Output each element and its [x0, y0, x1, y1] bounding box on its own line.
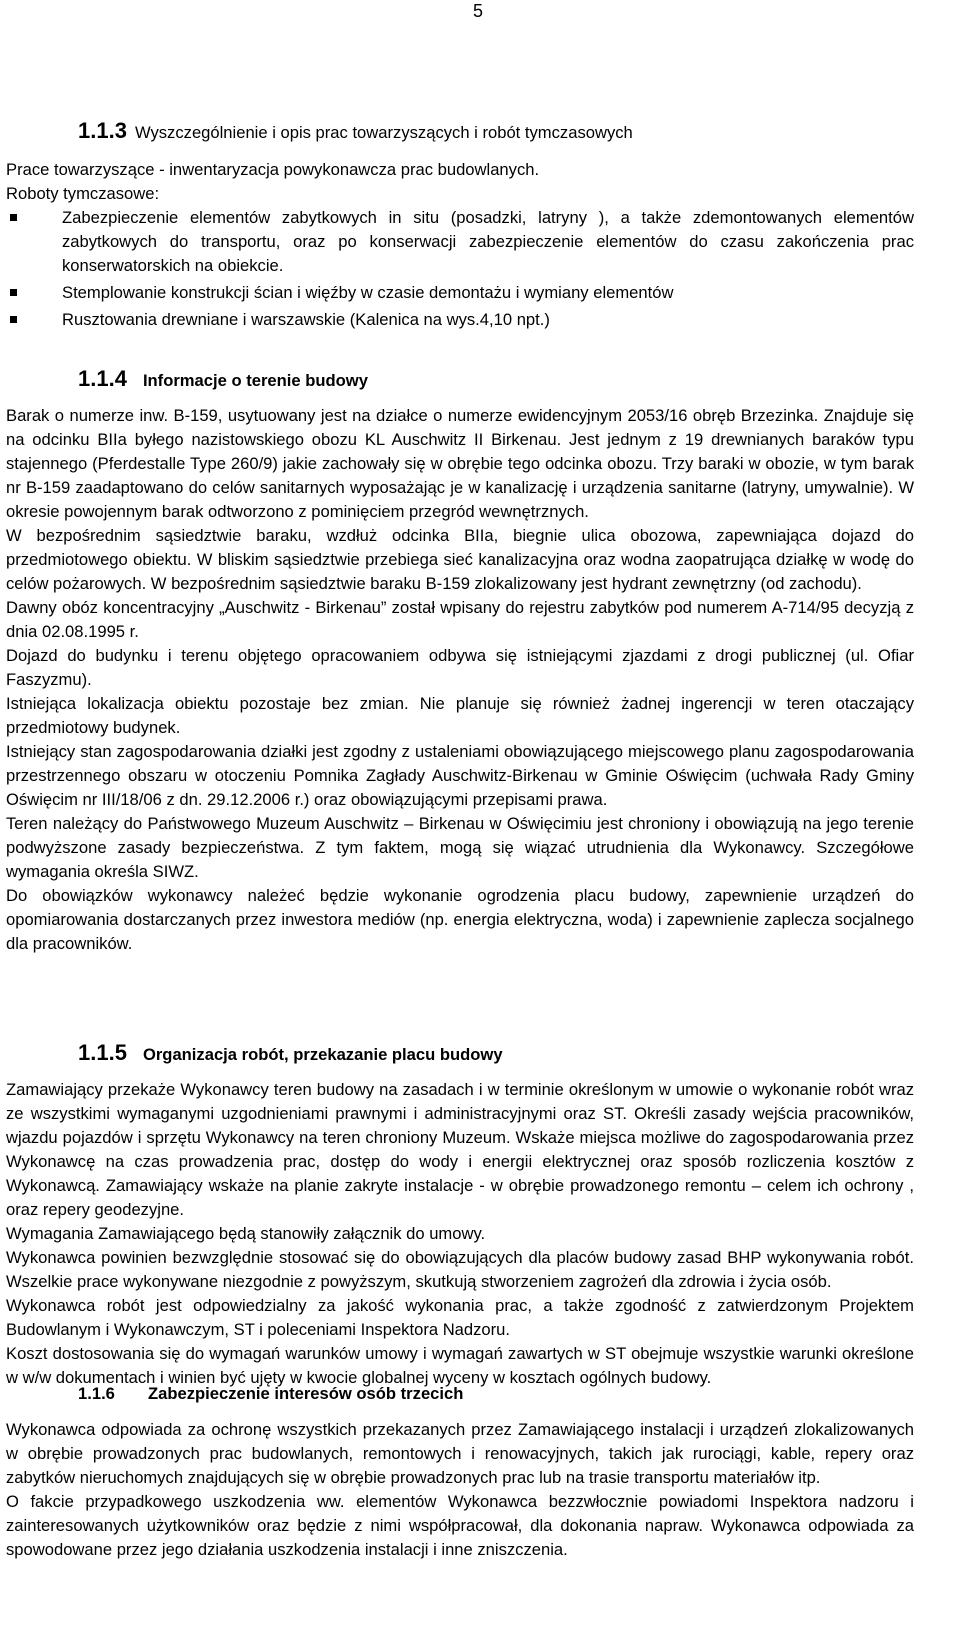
paragraph: Koszt dostosowania się do wymagań warunków umowy i wymagań zawartych w ST obejmuje wszystkie warunki określone w w/w dokumentach i winien być ujęty w kwocie globalnej wyceny w kosztach ogólnych budowy.: [6, 1344, 914, 1387]
heading-title: Organizacja robót, przekazanie placu budowy: [142, 1045, 503, 1064]
section-body-1-1-4: [0, 404, 914, 956]
paragraph: Teren należący do Państwowego Muzeum Auschwitz – Birkenau w Oświęcimiu jest chroniony i obowiązują na jego terenie podwyższone zasady bezpieczeństwa. Z tym faktem, mogą się wiązać utrudnienia dla Wykonawcy. Szczegółowe wymagania określa SIWZ.: [6, 814, 914, 881]
heading-title: Zabezpieczenie interesów osób trzecich: [148, 1384, 464, 1403]
paragraph: Zamawiający przekaże Wykonawcy teren budowy na zasadach i w terminie określonym w umowie o wykonanie robót wraz ze wszystkimi wymaganymi uzgodnieniami prawnymi i administracyjnymi oraz ST. Określi zasady wejścia pracowników, wjazdu pojazdów i sprzętu Wykonawcy na teren chroniony Muzeum. Wskaże miejsca możliwe do zagospodarowania przez Wykonawcę na czas prowadzenia prac, dostęp do wody i energii elektrycznej oraz sposób rozliczenia kosztów z Wykonawcą. Zamawiający wskaże na planie zakryte instalacje - w obrębie prowadzonego remontu – celem ich ochrony , oraz repery geodezyjne.: [6, 1080, 914, 1219]
paragraph: Dawny obóz koncentracyjny „Auschwitz - Birkenau” został wpisany do rejestru zabytków pod numerem A-714/95 decyzją z dnia 02.08.1995 r.: [6, 598, 914, 641]
paragraph: Wykonawca powinien bezwzględnie stosować się do obowiązujących dla placów budowy zasad BHP wykonywania robót. Wszelkie prace wykonywane niezgodnie z powyższym, skutkują stworzeniem zagrożeń dla zdrowia i życia osób.: [6, 1248, 914, 1291]
heading-1-1-3: [78, 118, 633, 144]
paragraph: Do obowiązków wykonawcy należeć będzie wykonanie ogrodzenia placu budowy, zapewnienie urządzeń do opomiarowania dostarczanych przez inwestora mediów (np. energia elektryczna, woda) i zapewnienie zaplecza socjalnego dla pracowników.: [6, 886, 914, 953]
section-body-1-1-5: [0, 1078, 914, 1390]
square-bullet-icon: [10, 316, 17, 323]
square-bullet-icon: [10, 214, 17, 221]
paragraph: O fakcie przypadkowego uszkodzenia ww. elementów Wykonawca bezzwłocznie powiadomi Inspektora nadzoru i zainteresowanych użytkowników oraz będzie z nimi współpracował, dla dokonania napraw. Wykonawca odpowiada za spowodowane przez jego działania uszkodzenia instalacji i inne zniszczenia.: [6, 1492, 914, 1559]
list-item: [6, 281, 914, 305]
heading-number: 1.1.4: [78, 366, 127, 391]
paragraph: Istniejący stan zagospodarowania działki jest zgodny z ustaleniami obowiązującego miejscowego planu zagospodarowania przestrzennego obszaru w otoczeniu Pomnika Zagłady Auschwitz-Birkenau w Gminie Oświęcim (uchwała Rady Gminy Oświęcim nr III/18/06 z dn. 29.12.2006 r.) oraz obowiązującymi przepisami prawa.: [6, 742, 914, 809]
page-number: 5: [473, 1, 484, 21]
heading-1-1-6: [78, 1384, 463, 1404]
list-item-text: Rusztowania drewniane i warszawskie (Kalenica na wys.4,10 npt.): [62, 310, 550, 329]
heading-number: 1.1.3: [78, 118, 127, 143]
list-item: [6, 308, 914, 332]
paragraph: Wykonawca robót jest odpowiedzialny za jakość wykonania prac, a także zgodność z zatwierdzonym Projektem Budowlanym i Wykonawczym, ST i poleceniami Inspektora Nadzoru.: [6, 1296, 914, 1339]
paragraph: Istniejąca lokalizacja obiektu pozostaje bez zmian. Nie planuje się również żadnej ingerencji w teren otaczający przedmiotowy budynek.: [6, 694, 914, 737]
list-item-text: Stemplowanie konstrukcji ścian i więźby w czasie demontażu i wymiany elementów: [62, 283, 674, 302]
section-body-1-1-6: [0, 1418, 914, 1562]
heading-number: 1.1.6: [78, 1384, 115, 1403]
paragraph: W bezpośrednim sąsiedztwie baraku, wzdłuż odcinka BIIa, biegnie ulica obozowa, zapewniająca dojazd do przedmiotowego obiektu. W bliskim sąsiedztwie przebiega sieć kanalizacyjna oraz wodna zaopatrująca działkę w wodę do celów pożarowych. W bezpośrednim sąsiedztwie baraku B-159 zlokalizowany jest hydrant zewnętrzny (od zachodu).: [6, 526, 914, 593]
paragraph: Wymagania Zamawiającego będą stanowiły załącznik do umowy.: [6, 1224, 486, 1243]
square-bullet-icon: [10, 289, 17, 296]
bullet-list: [6, 206, 914, 332]
paragraph: Wykonawca odpowiada za ochronę wszystkich przekazanych przez Zamawiającego instalacji i urządzeń zlokalizowanych w obrębie prowadzonych prac budowlanych, remontowych i renowacyjnych, takich jak rurociągi, kable, repery oraz zabytków nieruchomych znajdujących się w obrębie prowadzonych prac lub na trasie transportu materiałów itp.: [6, 1420, 914, 1487]
paragraph: Barak o numerze inw. B-159, usytuowany jest na działce o numerze ewidencyjnym 2053/16 obręb Brzezinka. Znajduje się na odcinku BIIa byłego nazistowskiego obozu KL Auschwitz II Birkenau. Jest jednym z 19 drewnianych baraków typu stajennego (Pferdestalle Type 260/9) jakie zachowały się w obrębie tego odcinka obozu. Trzy baraki w obozie, w tym barak nr B-159 zaadaptowano do celów sanitarnych wyposażając je w kanalizację i urządzenia sanitarne (latryny, umywalnie). W okresie powojennym barak odtworzono z pominięciem przegród wewnętrznych.: [6, 406, 914, 521]
list-item-text: Zabezpieczenie elementów zabytkowych in situ (posadzki, latryny ), a także zdemontowanych elementów zabytkowych do transportu, oraz po konserwacji zabezpieczenie elementów do czasu zakończenia prac konserwatorskich na obiekcie.: [62, 208, 914, 275]
heading-number: 1.1.5: [78, 1040, 127, 1065]
list-item: [6, 206, 914, 278]
heading-1-1-5: [78, 1040, 503, 1066]
paragraph: Roboty tymczasowe:: [6, 184, 160, 203]
heading-title: Wyszczególnienie i opis prac towarzyszących i robót tymczasowych: [134, 123, 633, 142]
heading-title: Informacje o terenie budowy: [142, 371, 368, 390]
heading-1-1-4: [78, 366, 368, 392]
paragraph: Prace towarzyszące - inwentaryzacja powykonawcza prac budowlanych.: [6, 160, 540, 179]
paragraph: Dojazd do budynku i terenu objętego opracowaniem odbywa się istniejącymi zjazdami z drogi publicznej (ul. Ofiar Faszyzmu).: [6, 646, 914, 689]
